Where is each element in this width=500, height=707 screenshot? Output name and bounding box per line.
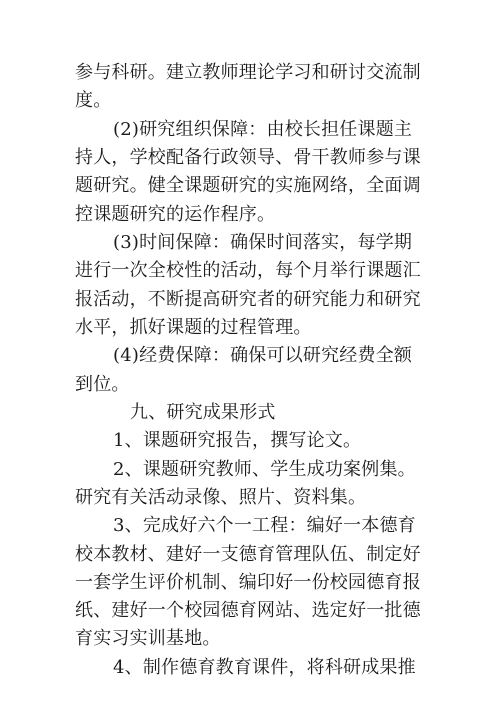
text-line: 进行一次全校性的活动，每个月举行课题汇: [75, 260, 421, 281]
text-line: 控课题研究的运作程序。: [75, 204, 276, 225]
text-line: 研究有关活动录像、照片、资料集。: [75, 487, 367, 508]
text-line: 一套学生评价机制、编印好一份校园德育报: [75, 572, 421, 593]
text-line: (3)时间保障：确保时间落实，每学期: [113, 232, 413, 253]
text-line: 纸、建好一个校园德育网站、选定好一批德: [75, 600, 421, 621]
text-line: 2、课题研究教师、学生成功案例集。: [113, 459, 416, 480]
text-line: 育实习实训基地。: [75, 628, 221, 649]
text-line: 校本教材、建好一支德育管理队伍、制定好: [75, 544, 421, 565]
section-heading: 九、研究成果形式: [130, 402, 276, 423]
text-line: 度。: [75, 90, 112, 111]
text-line: 3、完成好六个一工程：编好一本德育: [113, 515, 416, 536]
text-line: 到位。: [75, 374, 130, 395]
text-line: 参与科研。建立教师理论学习和研讨交流制: [75, 62, 421, 83]
text-line: 题研究。健全课题研究的实施网络，全面调: [75, 175, 421, 196]
text-line: 水平，抓好课题的过程管理。: [75, 317, 312, 338]
text-line: (4)经费保障：确保可以研究经费全额: [113, 345, 413, 366]
text-line: 持人，学校配备行政领导、骨干教师参与课: [75, 147, 421, 168]
text-line: 报活动，不断提高研究者的研究能力和研究: [75, 289, 421, 310]
text-line: (2)研究组织保障：由校长担任课题主: [113, 119, 413, 140]
text-line: 1、课题研究报告，撰写论文。: [113, 430, 362, 451]
text-line: 4、制作德育教育课件，将科研成果推: [113, 657, 416, 678]
